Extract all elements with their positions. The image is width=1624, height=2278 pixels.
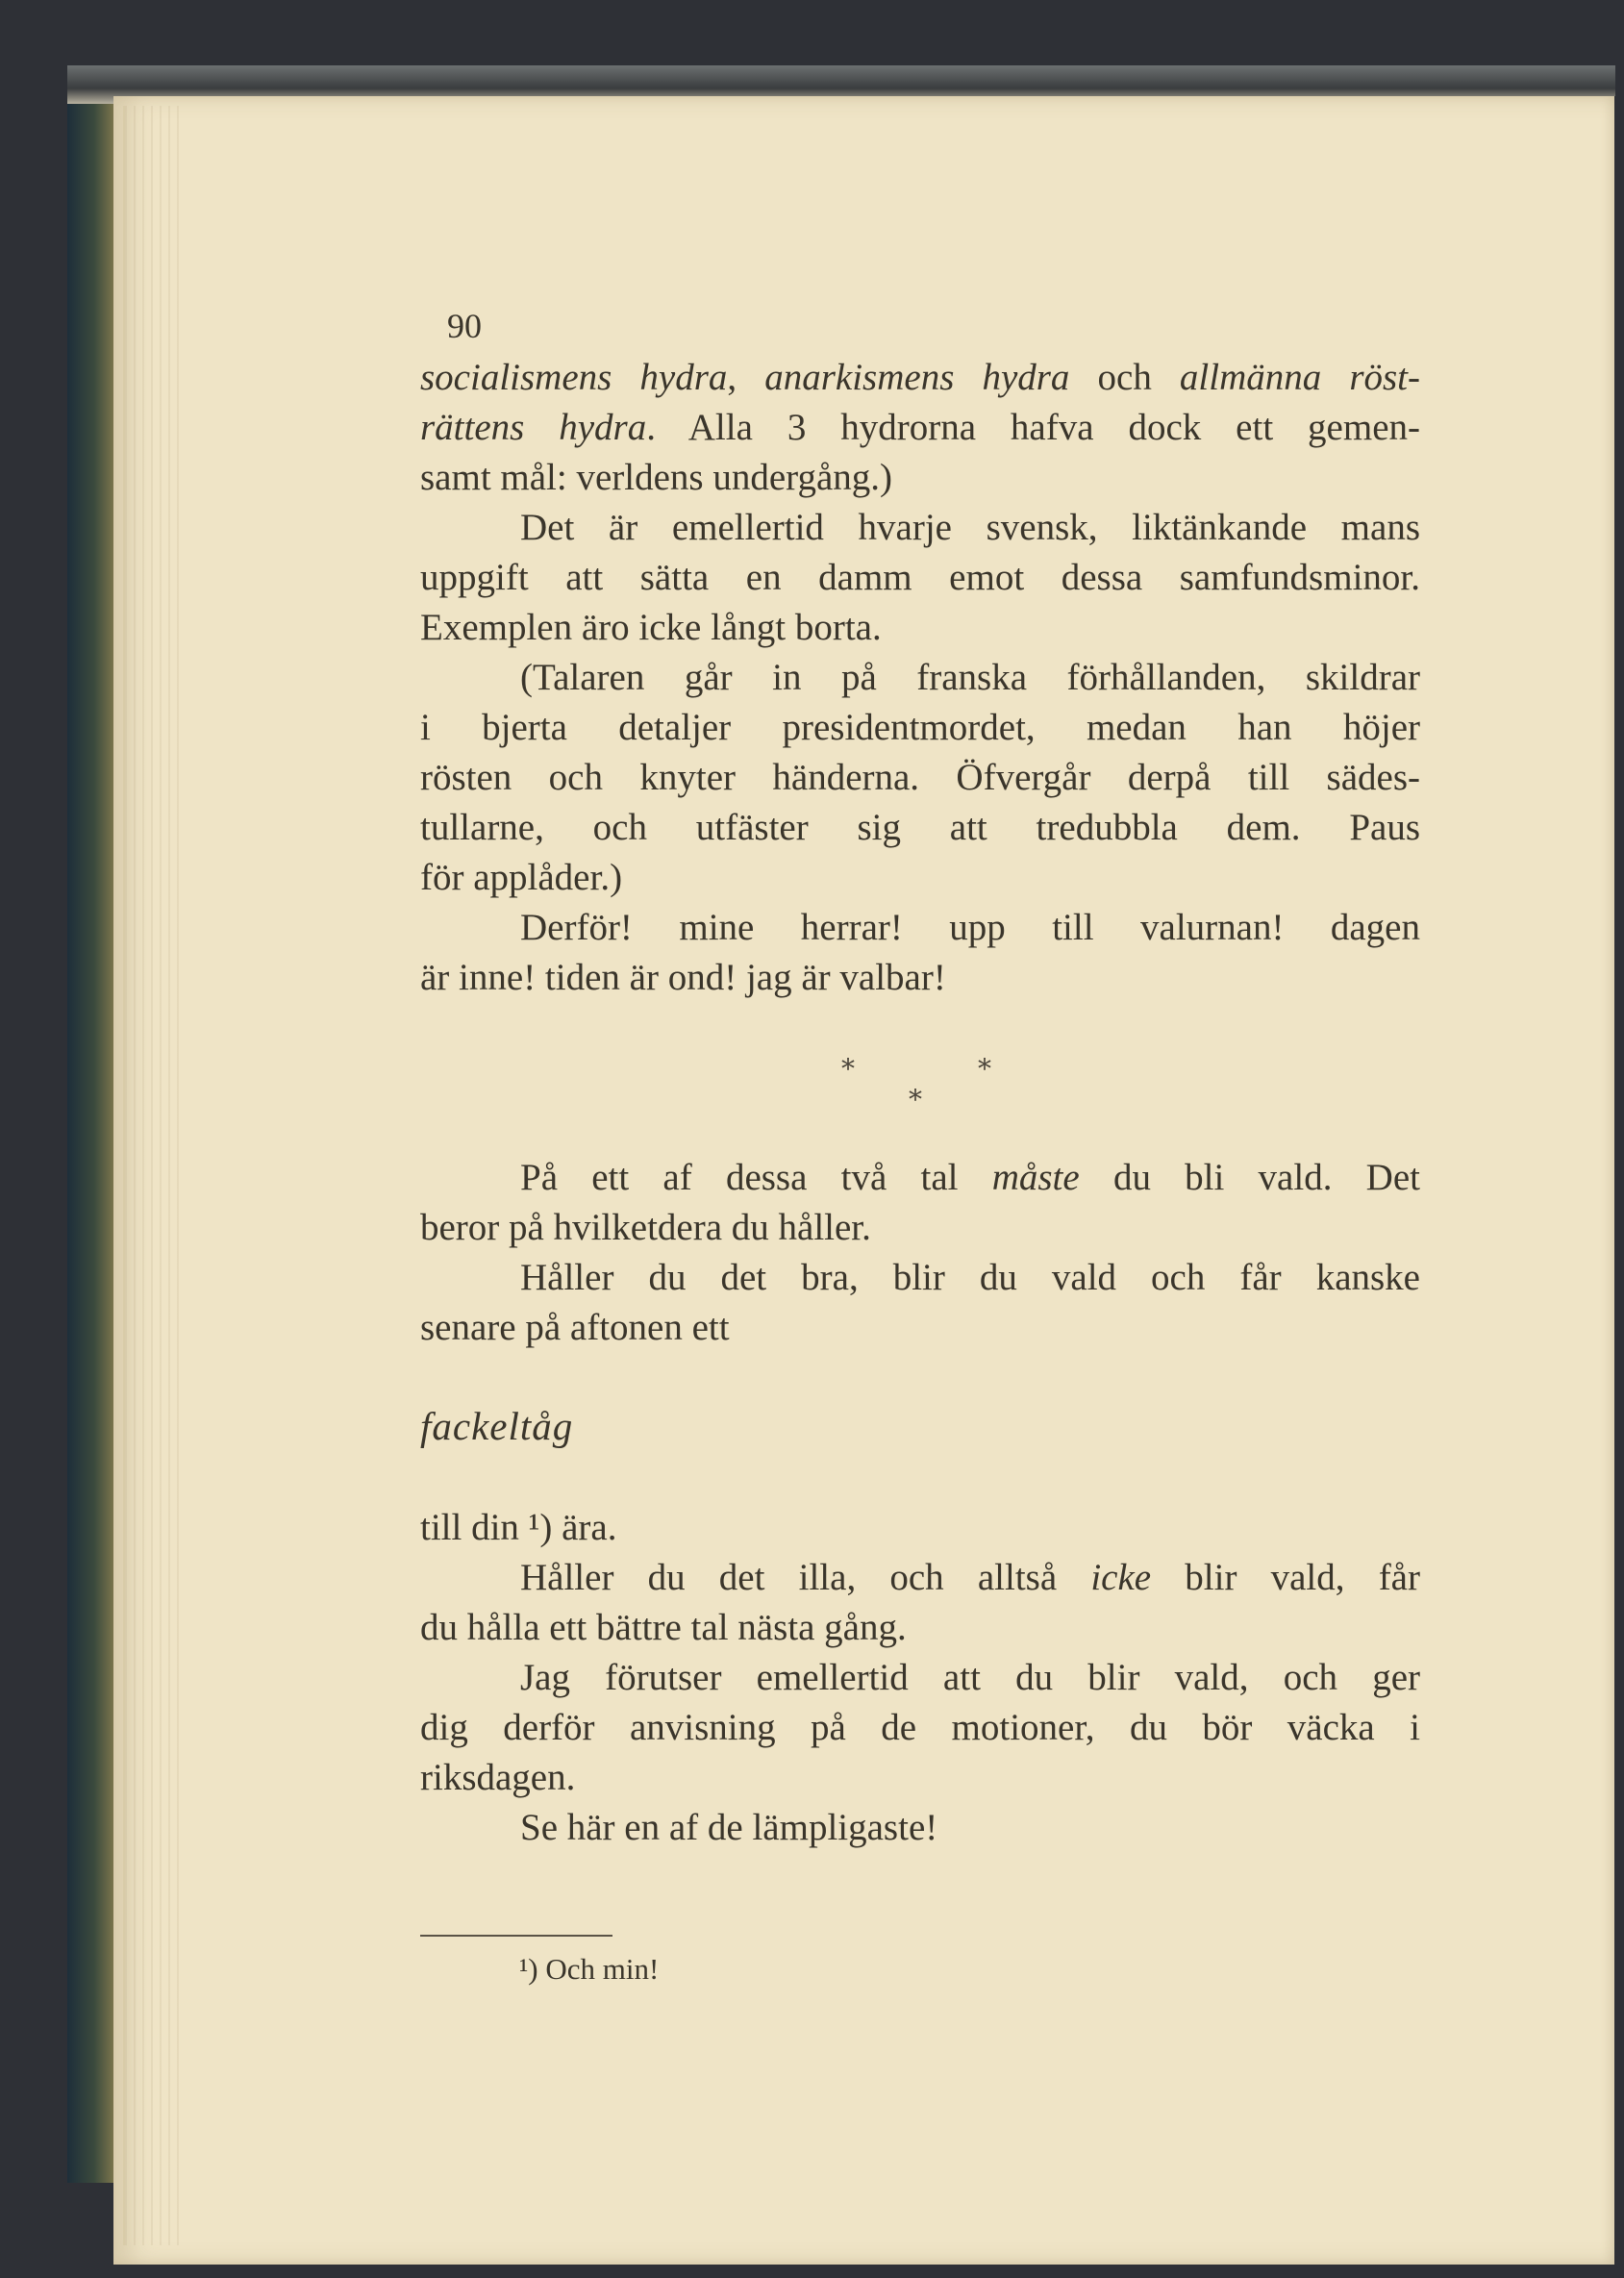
text-line: Håller du det illa, och alltså icke blir vald, får — [520, 1557, 1420, 1598]
page-number: 90 — [447, 307, 482, 345]
text-line: samt mål: verldens undergång.) — [420, 457, 892, 498]
text-line: för applåder.) — [420, 857, 623, 898]
text-line: Exemplen äro icke långt borta. — [420, 607, 882, 648]
text-line: (Talaren går in på franska förhållanden, skildrar — [520, 657, 1420, 698]
text-line: beror på hvilketdera du håller. — [420, 1207, 871, 1248]
footnote: ¹) Och min! — [519, 1952, 660, 1986]
page-edges — [123, 106, 183, 2245]
text-line: rösten och knyter händerna. Öfvergår derpå till sädes- — [420, 757, 1420, 798]
text-line: tullarne, och utfäster sig att tredubbla dem. Paus — [420, 807, 1420, 848]
text-line: Jag förutser emellertid att du blir vald, och ger — [520, 1657, 1420, 1698]
text-line: rättens hydra. Alla 3 hydrorna hafva dock ett gemen- — [420, 407, 1421, 448]
centered-word-row — [420, 1353, 1420, 1503]
text-line: På ett af dessa två tal måste du bli vald. Det — [520, 1157, 1420, 1198]
text-line: är inne! tiden är ond! jag är valbar! — [420, 957, 946, 998]
text-line: Derför! mine herrar! upp till valurnan! dagen — [520, 907, 1420, 948]
text-line: du hålla ett bättre tal nästa gång. — [420, 1607, 907, 1648]
text-line: riksdagen. — [420, 1757, 576, 1798]
text-line: socialismens hydra, anarkismens hydra och allmänna röst- — [420, 357, 1420, 398]
text-line: Håller du det bra, blir du vald och får kanske — [520, 1257, 1420, 1298]
asterisk: * — [909, 1084, 922, 1115]
text-line: dig derför anvisning på de motioner, du bör väcka i — [420, 1707, 1420, 1748]
text-line: till din ¹) ära. — [420, 1507, 617, 1548]
background-edge — [1614, 96, 1624, 2265]
text-line: Se här en af de lämpligaste! — [520, 1807, 938, 1848]
centered-word: fackeltåg — [420, 1404, 574, 1448]
text-line: senare på aftonen ett — [420, 1307, 730, 1348]
text-line: uppgift att sätta en damm emot dessa samfundsminor. — [420, 557, 1420, 598]
asterisk: * — [841, 1053, 855, 1085]
asterism — [834, 1053, 1007, 1115]
text-line: i bjerta detaljer presidentmordet, medan han höjer — [420, 707, 1420, 748]
text-line: Det är emellertid hvarje svensk, liktänkande mans — [520, 507, 1420, 548]
asterisk: * — [978, 1053, 991, 1085]
footnote-rule — [420, 1935, 612, 1937]
